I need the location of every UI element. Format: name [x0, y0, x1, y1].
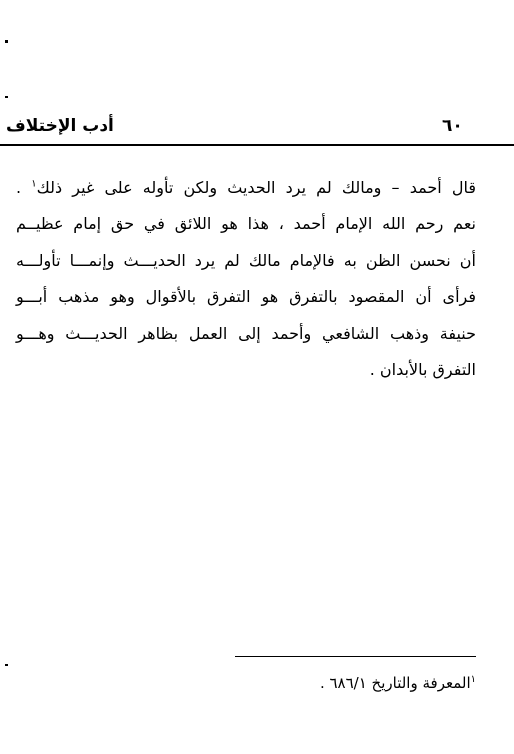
footnote-text: المعرفة والتاريخ ٦٨٦/١ . — [319, 674, 471, 692]
running-head — [0, 114, 514, 138]
scan-speck — [5, 40, 8, 43]
scan-speck — [5, 96, 8, 98]
book-title: أدب الإختلاف — [6, 116, 114, 136]
header-rule — [0, 144, 514, 146]
body-line-1 — [16, 170, 476, 206]
footnote — [120, 674, 476, 692]
body-line-5: حنيفة وذهب الشافعي وأحمد إلى العمل بظاهر الحديـــث وهـــو — [16, 323, 476, 343]
body-line-6: التفرق بالأبدان . — [369, 359, 476, 379]
body-line-3: أن نحسن الظن به فالإمام مالك لم يرد الحديـــث وإنمـــا تأولـــه — [16, 250, 476, 270]
page-number: ٦٠ — [442, 116, 463, 136]
body-line-2: نعم رحم الله الإمام أحمد ، هذا هو اللائق في حق إمام عظيــم — [16, 214, 476, 234]
body-line-4: فرأى أن المقصود بالتفرق هو التفرق بالأقوال وهو مذهب أبـــو — [16, 287, 476, 307]
body-text — [16, 170, 476, 388]
body-line-1-text: قال أحمد – ومالك لم يرد الحديث ولكن تأوله على غير ذلك — [36, 178, 477, 197]
footnote-rule — [235, 656, 476, 657]
scan-speck — [5, 664, 8, 666]
body-line-1-end: . — [16, 178, 22, 197]
footnote-reference: ١ — [31, 178, 37, 190]
footnote-marker: ١ — [470, 674, 476, 685]
